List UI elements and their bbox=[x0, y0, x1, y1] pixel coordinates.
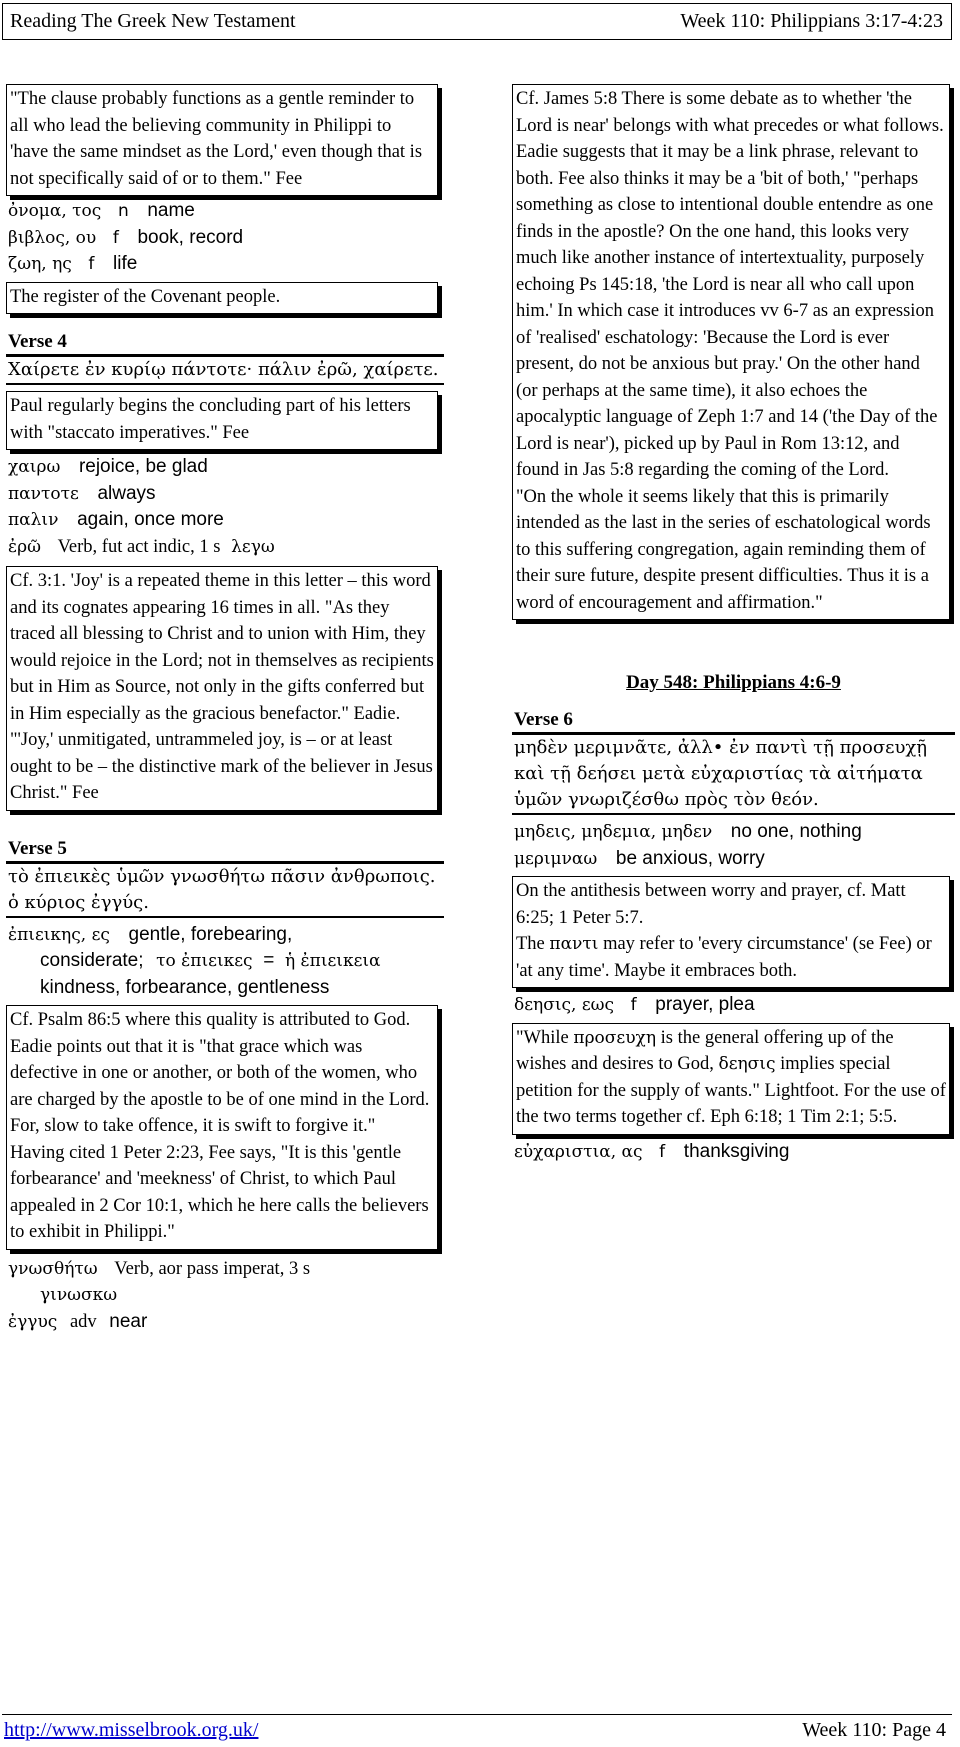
box-text: Paul regularly begins the concluding part of his letters with "staccato imperatives." Fee bbox=[10, 396, 411, 443]
grammar: adv bbox=[69, 1311, 97, 1332]
text-part: implies special petition for the supply of wants." Lightfoot. For the use of the two terms together cf. Eph 6:18; 1 Tim 2:1; 5:5. bbox=[516, 1054, 946, 1127]
vocab-entry-cont bbox=[6, 948, 444, 975]
vocab-entry bbox=[512, 819, 955, 846]
greek-word: ἐρῶ bbox=[8, 536, 41, 557]
gloss: be anxious, worry bbox=[615, 847, 765, 869]
gloss: no one, nothing bbox=[730, 821, 862, 842]
greek-word: παντοτε bbox=[8, 483, 79, 504]
gloss: near bbox=[109, 1310, 148, 1332]
greek-text: τὸ ἐπιεικὲς ὑμῶν γνωσθήτω πᾶσιν ἀνθρωποις. ὁ κύριος ἐγγύς. bbox=[6, 864, 444, 918]
vocab-entry bbox=[6, 481, 444, 508]
vocab-entry bbox=[6, 1256, 444, 1283]
vocab-entry bbox=[6, 534, 444, 561]
vocab-list bbox=[6, 1256, 444, 1336]
box-text: Cf. Psalm 86:5 where this quality is attributed to God. Eadie points out that it is "that grace which was defective in one or another, or both of the women, who are charged by the apostle to be of one mind in the Lord. For, slow to take offence, it is swift to forgive it." bbox=[10, 1010, 430, 1136]
parsing: Verb, fut act indic, 1 s bbox=[57, 536, 221, 557]
box-text: On the antithesis between worry and prayer, cf. Matt 6:25; 1 Peter 5:7. bbox=[516, 881, 906, 928]
site-link[interactable]: http://www.misselbrook.org.uk/ bbox=[4, 1719, 259, 1741]
header-week: Week 110: Philippians 3:17-4:23 bbox=[680, 10, 943, 32]
parsing: Verb, aor pass imperat, 3 s bbox=[114, 1258, 311, 1279]
text-part: "While bbox=[516, 1027, 569, 1048]
verse-heading: Verse 5 bbox=[6, 837, 444, 864]
verse-4-section bbox=[6, 330, 444, 385]
page-footer bbox=[2, 1714, 952, 1742]
fee-quote-box bbox=[6, 84, 438, 196]
greek-text: μηδὲν μεριμνᾶτε, ἀλλ• ἐν παντὶ τῇ προσευχῇ καὶ τῇ δεήσει μετὰ εὐχαριστίας τὰ αἰτήματα ὑμῶν γνωριζέσθω πρὸς τὸν θεόν. bbox=[512, 735, 955, 815]
vocab-entry bbox=[6, 507, 444, 534]
equals: = bbox=[263, 950, 275, 971]
verse-5-section bbox=[6, 837, 444, 918]
greek-word: προσευχη bbox=[573, 1027, 657, 1048]
box-text-mixed bbox=[516, 931, 946, 984]
greek-word: ὀνομα, τος bbox=[8, 201, 102, 221]
greek-word: ἡ ἐπιεικεια bbox=[284, 951, 381, 971]
box-text: "On the whole it seems likely that this is primarily intended as the last in the series of eschatological words to this suffering congregation, again reminding them of their sure future, despite present difficulties. Thus it is a word of encouragement and affirmation." bbox=[516, 486, 931, 613]
grammar: f bbox=[112, 227, 119, 248]
vocab-entry bbox=[6, 1309, 444, 1336]
greek-word: μεριμναω bbox=[514, 848, 598, 869]
vocab-entry bbox=[6, 225, 444, 252]
greek-word: το ἐπιεικες bbox=[156, 951, 253, 971]
greek-word: χαιρω bbox=[8, 457, 61, 477]
left-column bbox=[6, 84, 444, 1335]
vocab-list bbox=[512, 819, 955, 872]
page-header bbox=[2, 3, 952, 40]
gloss: prayer, plea bbox=[655, 994, 755, 1015]
staccato-note-box bbox=[6, 391, 438, 450]
gloss: book, record bbox=[137, 226, 244, 248]
vocab-entry bbox=[512, 992, 955, 1019]
gloss: gentle, forebearing, bbox=[128, 923, 293, 945]
vocab-list bbox=[6, 922, 444, 1002]
vocab-entry bbox=[6, 454, 444, 481]
gloss: again, once more bbox=[77, 509, 224, 530]
gentleness-note-box bbox=[6, 1005, 438, 1250]
greek-word: βιβλος, ου bbox=[8, 227, 97, 248]
gloss: name bbox=[147, 200, 195, 221]
greek-word: εὐχαριστια, ας bbox=[514, 1141, 643, 1162]
greek-word: παντι bbox=[549, 934, 599, 954]
joy-note-box bbox=[6, 566, 438, 811]
gloss: considerate; bbox=[40, 950, 144, 971]
grammar: f bbox=[630, 995, 637, 1015]
vocab-entry bbox=[512, 1139, 955, 1166]
text-part: is the general offering up of the wishes and desires to God, bbox=[516, 1027, 894, 1074]
box-text: Cf. James 5:8 There is some debate as to whether 'the Lord is near' belongs with what precedes or what follows. Eadie suggests that it may be a link phrase, relevant to both. Fee also thinks it may be a 'bit of both,' "perhaps something as close to intentional double entendre as one finds in the apostle? On the one hand, this looks very much like another instance of intertextuality, purposely echoing Ps 145:18, 'the Lord is near all who call upon him.' In which case it introduces vv 6-7 as an expression of 'realised' eschatology: 'Because the Lord is ever present, do not be anxious but pray.' On the other hand (or perhaps at the same time), it also echoes the apocalyptic language of Zeph 1:7 and 14 ('the Day of the Lord is near'), picked up by Paul in Rom 13:12, and found in Jas 5:8 regarding the coming of the Lord. bbox=[516, 89, 944, 480]
vocab-entry bbox=[6, 922, 444, 949]
greek-word: γνωσθήτω bbox=[8, 1258, 98, 1279]
greek-word: ἐπιεικης, ες bbox=[8, 924, 110, 945]
header-title: Reading The Greek New Testament bbox=[10, 10, 296, 32]
vocab-entry bbox=[6, 251, 444, 278]
verse-6-section bbox=[512, 708, 955, 815]
gloss: always bbox=[97, 482, 156, 504]
lord-is-near-note-box bbox=[512, 84, 950, 620]
vocab-entry bbox=[512, 846, 955, 873]
box-text: Cf. 3:1. 'Joy' is a repeated theme in this letter – this word and its cognates appearing 16 times in all. "As they traced all blessing to Christ and to union with Him, they would rejoice in the Lord; not in themselves as recipients but in Him as Source, not only in the gifts conferred but in Him especially as the gracious benefactor." Eadie. "'Joy,' unmitigated, untrammeled joy, is – or at least ought to be – the distinctive mark of the believer in Jesus Christ." Fee bbox=[10, 571, 434, 803]
register-note-box bbox=[6, 282, 438, 315]
greek-word: ζωη, ης bbox=[8, 254, 72, 274]
gloss: thanksgiving bbox=[683, 1140, 790, 1162]
gloss: kindness, forbearance, gentleness bbox=[40, 976, 330, 998]
vocab-list bbox=[6, 454, 444, 560]
day-heading: Day 548: Philippians 4:6-9 bbox=[626, 672, 841, 693]
greek-word: παλιν bbox=[8, 510, 59, 530]
vocab-list bbox=[6, 198, 444, 278]
vocab-entry bbox=[6, 198, 444, 225]
box-text: "The clause probably functions as a gentle reminder to all who lead the believing community in Philippi to 'have the same mindset as the Lord,' even though that is not specifically said of or to them." Fee bbox=[10, 89, 423, 189]
verse-heading: Verse 4 bbox=[6, 330, 444, 357]
text-part: The bbox=[516, 934, 545, 954]
grammar: f bbox=[659, 1141, 666, 1162]
box-text-mixed bbox=[516, 1025, 946, 1131]
greek-text: Χαίρετε ἐν κυρίῳ πάντοτε· πάλιν ἐρῶ, χαίρετε. bbox=[6, 357, 444, 385]
grammar: n bbox=[117, 201, 129, 221]
grammar: f bbox=[88, 254, 95, 274]
lemma: λεγω bbox=[231, 536, 275, 557]
gloss: life bbox=[113, 253, 138, 274]
lightfoot-note-box bbox=[512, 1023, 950, 1135]
lemma: γινωσκω bbox=[40, 1285, 118, 1305]
greek-word: δεησις bbox=[718, 1054, 776, 1074]
box-text: Having cited 1 Peter 2:23, Fee says, "It is this 'gentle forbearance' and 'meekness' of Christ, to which Paul appealed in 2 Cor 10:1, which he here calls the believers to exhibit in Philippi." bbox=[10, 1142, 429, 1242]
greek-word: μηδεις, μηδεμια, μηδεν bbox=[514, 822, 713, 842]
page-number: Week 110: Page 4 bbox=[802, 1719, 946, 1741]
gloss: rejoice, be glad bbox=[78, 456, 208, 477]
right-column bbox=[512, 84, 955, 1165]
text-part: may refer to 'every circumstance' (se Fee) or 'at any time'. Maybe it embraces both. bbox=[516, 934, 932, 981]
verse-heading: Verse 6 bbox=[512, 708, 955, 735]
box-text: The register of the Covenant people. bbox=[10, 286, 281, 307]
vocab-entry-cont bbox=[6, 1282, 444, 1309]
greek-word: δεησις, εως bbox=[514, 995, 615, 1015]
greek-word: ἐγγυς bbox=[8, 1311, 58, 1332]
vocab-entry-cont bbox=[6, 975, 444, 1002]
worry-prayer-note-box bbox=[512, 876, 950, 988]
